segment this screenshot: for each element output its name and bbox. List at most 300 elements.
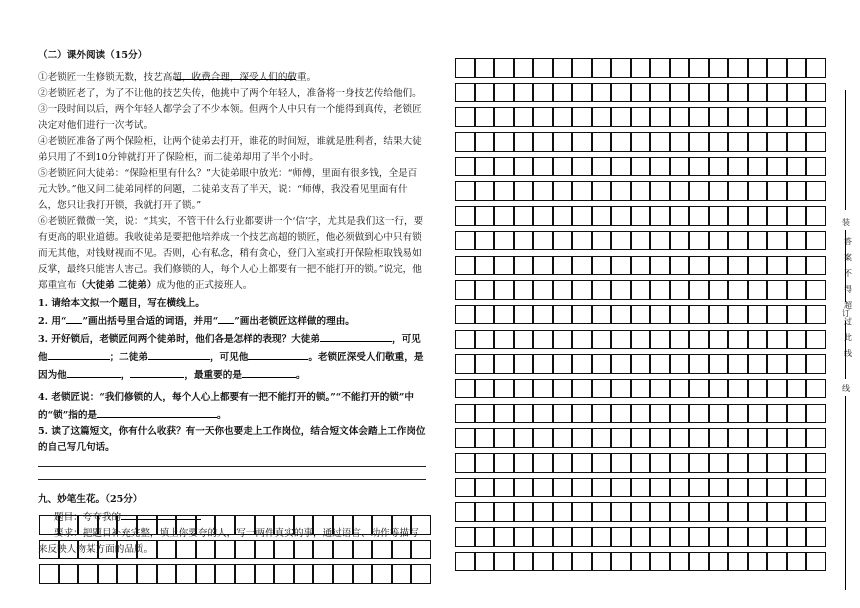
grid-cell[interactable]	[533, 157, 553, 177]
answer-blank[interactable]	[130, 366, 184, 378]
grid-cell[interactable]	[650, 552, 670, 572]
grid-cell[interactable]	[592, 206, 612, 226]
grid-cell[interactable]	[494, 379, 514, 399]
grid-cell[interactable]	[533, 527, 553, 547]
grid-cell[interactable]	[455, 428, 475, 448]
grid-cell[interactable]	[631, 552, 651, 572]
grid-cell[interactable]	[631, 132, 651, 152]
grid-cell[interactable]	[787, 354, 807, 374]
grid-cell[interactable]	[572, 256, 592, 276]
grid-cell[interactable]	[631, 379, 651, 399]
title-answer-line[interactable]	[175, 79, 296, 80]
grid-cell[interactable]	[553, 157, 573, 177]
grid-cell[interactable]	[533, 428, 553, 448]
grid-cell[interactable]	[572, 453, 592, 473]
grid-cell[interactable]	[670, 527, 690, 547]
grid-cell[interactable]	[235, 540, 255, 560]
grid-cell[interactable]	[117, 564, 137, 584]
grid-cell[interactable]	[553, 330, 573, 350]
grid-cell[interactable]	[514, 404, 534, 424]
grid-cell[interactable]	[748, 206, 768, 226]
grid-cell[interactable]	[670, 83, 690, 103]
grid-cell[interactable]	[631, 305, 651, 325]
grid-cell[interactable]	[455, 280, 475, 300]
grid-cell[interactable]	[709, 404, 729, 424]
grid-cell[interactable]	[372, 515, 392, 535]
grid-cell[interactable]	[689, 157, 709, 177]
grid-cell[interactable]	[728, 354, 748, 374]
grid-cell[interactable]	[572, 132, 592, 152]
grid-cell[interactable]	[553, 132, 573, 152]
grid-cell[interactable]	[728, 428, 748, 448]
grid-cell[interactable]	[689, 354, 709, 374]
grid-cell[interactable]	[611, 305, 631, 325]
grid-cell[interactable]	[787, 256, 807, 276]
grid-cell[interactable]	[650, 107, 670, 127]
grid-cell[interactable]	[787, 379, 807, 399]
grid-cell[interactable]	[572, 206, 592, 226]
grid-cell[interactable]	[98, 540, 118, 560]
grid-cell[interactable]	[689, 552, 709, 572]
grid-cell[interactable]	[39, 564, 59, 584]
grid-cell[interactable]	[748, 330, 768, 350]
grid-cell[interactable]	[455, 206, 475, 226]
grid-cell[interactable]	[533, 305, 553, 325]
grid-cell[interactable]	[592, 404, 612, 424]
grid-cell[interactable]	[787, 502, 807, 522]
grid-cell[interactable]	[611, 181, 631, 201]
grid-cell[interactable]	[494, 305, 514, 325]
grid-cell[interactable]	[689, 58, 709, 78]
grid-cell[interactable]	[787, 280, 807, 300]
grid-cell[interactable]	[728, 330, 748, 350]
grid-cell[interactable]	[592, 428, 612, 448]
grid-cell[interactable]	[689, 107, 709, 127]
grid-cell[interactable]	[806, 231, 826, 251]
grid-cell[interactable]	[631, 58, 651, 78]
grid-cell[interactable]	[157, 540, 177, 560]
grid-cell[interactable]	[553, 502, 573, 522]
grid-cell[interactable]	[670, 478, 690, 498]
grid-cell[interactable]	[78, 564, 98, 584]
grid-cell[interactable]	[514, 305, 534, 325]
grid-cell[interactable]	[333, 540, 353, 560]
grid-cell[interactable]	[274, 564, 294, 584]
grid-cell[interactable]	[157, 564, 177, 584]
grid-cell[interactable]	[196, 564, 216, 584]
grid-cell[interactable]	[494, 132, 514, 152]
grid-cell[interactable]	[514, 502, 534, 522]
grid-cell[interactable]	[631, 107, 651, 127]
grid-cell[interactable]	[611, 58, 631, 78]
answer-blank[interactable]	[242, 366, 296, 378]
grid-cell[interactable]	[611, 231, 631, 251]
grid-cell[interactable]	[553, 231, 573, 251]
grid-cell[interactable]	[709, 181, 729, 201]
grid-cell[interactable]	[255, 540, 275, 560]
grid-cell[interactable]	[572, 58, 592, 78]
grid-cell[interactable]	[767, 379, 787, 399]
grid-cell[interactable]	[176, 564, 196, 584]
grid-cell[interactable]	[670, 502, 690, 522]
grid-cell[interactable]	[689, 83, 709, 103]
grid-cell[interactable]	[650, 206, 670, 226]
grid-cell[interactable]	[392, 515, 412, 535]
grid-cell[interactable]	[553, 280, 573, 300]
grid-cell[interactable]	[709, 305, 729, 325]
grid-cell[interactable]	[806, 379, 826, 399]
grid-cell[interactable]	[767, 58, 787, 78]
grid-cell[interactable]	[689, 478, 709, 498]
grid-cell[interactable]	[728, 478, 748, 498]
grid-cell[interactable]	[475, 404, 495, 424]
grid-cell[interactable]	[806, 206, 826, 226]
grid-cell[interactable]	[592, 527, 612, 547]
grid-cell[interactable]	[631, 330, 651, 350]
grid-cell[interactable]	[353, 515, 373, 535]
grid-cell[interactable]	[631, 502, 651, 522]
grid-cell[interactable]	[59, 540, 79, 560]
grid-cell[interactable]	[533, 478, 553, 498]
grid-cell[interactable]	[533, 330, 553, 350]
grid-cell[interactable]	[475, 305, 495, 325]
grid-cell[interactable]	[728, 231, 748, 251]
grid-cell[interactable]	[787, 181, 807, 201]
grid-cell[interactable]	[533, 552, 553, 572]
grid-cell[interactable]	[475, 83, 495, 103]
grid-cell[interactable]	[572, 404, 592, 424]
grid-cell[interactable]	[748, 132, 768, 152]
grid-cell[interactable]	[475, 379, 495, 399]
grid-cell[interactable]	[709, 354, 729, 374]
grid-cell[interactable]	[176, 515, 196, 535]
grid-cell[interactable]	[767, 181, 787, 201]
grid-cell[interactable]	[689, 404, 709, 424]
grid-cell[interactable]	[748, 83, 768, 103]
grid-cell[interactable]	[553, 404, 573, 424]
grid-cell[interactable]	[494, 83, 514, 103]
grid-cell[interactable]	[411, 540, 431, 560]
grid-cell[interactable]	[455, 305, 475, 325]
grid-cell[interactable]	[611, 330, 631, 350]
grid-cell[interactable]	[59, 515, 79, 535]
grid-cell[interactable]	[670, 453, 690, 473]
grid-cell[interactable]	[748, 428, 768, 448]
grid-cell[interactable]	[553, 428, 573, 448]
grid-cell[interactable]	[411, 515, 431, 535]
grid-cell[interactable]	[670, 181, 690, 201]
grid-cell[interactable]	[709, 132, 729, 152]
grid-cell[interactable]	[709, 83, 729, 103]
grid-cell[interactable]	[728, 181, 748, 201]
grid-cell[interactable]	[611, 404, 631, 424]
grid-cell[interactable]	[313, 540, 333, 560]
grid-cell[interactable]	[611, 206, 631, 226]
grid-cell[interactable]	[572, 83, 592, 103]
grid-cell[interactable]	[806, 132, 826, 152]
grid-cell[interactable]	[748, 552, 768, 572]
grid-cell[interactable]	[787, 132, 807, 152]
grid-cell[interactable]	[767, 132, 787, 152]
grid-cell[interactable]	[670, 157, 690, 177]
grid-cell[interactable]	[494, 527, 514, 547]
grid-cell[interactable]	[455, 231, 475, 251]
grid-cell[interactable]	[514, 83, 534, 103]
grid-cell[interactable]	[372, 564, 392, 584]
grid-cell[interactable]	[748, 379, 768, 399]
grid-cell[interactable]	[78, 540, 98, 560]
composition-grid-large[interactable]	[455, 58, 827, 576]
grid-cell[interactable]	[475, 206, 495, 226]
grid-cell[interactable]	[455, 132, 475, 152]
grid-cell[interactable]	[592, 305, 612, 325]
grid-cell[interactable]	[333, 515, 353, 535]
grid-cell[interactable]	[631, 231, 651, 251]
grid-cell[interactable]	[98, 564, 118, 584]
grid-cell[interactable]	[455, 527, 475, 547]
grid-cell[interactable]	[748, 527, 768, 547]
grid-cell[interactable]	[514, 354, 534, 374]
grid-cell[interactable]	[475, 231, 495, 251]
grid-cell[interactable]	[455, 58, 475, 78]
grid-cell[interactable]	[806, 305, 826, 325]
grid-cell[interactable]	[650, 453, 670, 473]
grid-cell[interactable]	[294, 540, 314, 560]
grid-cell[interactable]	[806, 157, 826, 177]
grid-cell[interactable]	[592, 280, 612, 300]
grid-cell[interactable]	[631, 181, 651, 201]
grid-cell[interactable]	[767, 428, 787, 448]
grid-cell[interactable]	[78, 515, 98, 535]
grid-cell[interactable]	[709, 330, 729, 350]
grid-cell[interactable]	[533, 206, 553, 226]
grid-cell[interactable]	[689, 453, 709, 473]
grid-cell[interactable]	[670, 428, 690, 448]
grid-cell[interactable]	[455, 354, 475, 374]
grid-cell[interactable]	[689, 502, 709, 522]
grid-cell[interactable]	[748, 280, 768, 300]
grid-cell[interactable]	[475, 330, 495, 350]
grid-cell[interactable]	[514, 379, 534, 399]
grid-cell[interactable]	[494, 478, 514, 498]
grid-cell[interactable]	[650, 305, 670, 325]
grid-cell[interactable]	[728, 305, 748, 325]
grid-cell[interactable]	[514, 527, 534, 547]
grid-cell[interactable]	[650, 330, 670, 350]
answer-blank[interactable]	[97, 406, 217, 418]
grid-cell[interactable]	[767, 354, 787, 374]
grid-cell[interactable]	[806, 502, 826, 522]
grid-cell[interactable]	[572, 552, 592, 572]
grid-cell[interactable]	[650, 181, 670, 201]
grid-cell[interactable]	[611, 527, 631, 547]
grid-cell[interactable]	[137, 515, 157, 535]
grid-cell[interactable]	[689, 379, 709, 399]
grid-cell[interactable]	[767, 502, 787, 522]
grid-cell[interactable]	[689, 206, 709, 226]
grid-cell[interactable]	[689, 428, 709, 448]
grid-cell[interactable]	[787, 58, 807, 78]
grid-cell[interactable]	[494, 552, 514, 572]
grid-cell[interactable]	[255, 564, 275, 584]
grid-cell[interactable]	[533, 453, 553, 473]
grid-cell[interactable]	[592, 552, 612, 572]
grid-cell[interactable]	[533, 502, 553, 522]
grid-cell[interactable]	[98, 515, 118, 535]
grid-cell[interactable]	[787, 157, 807, 177]
grid-cell[interactable]	[514, 107, 534, 127]
grid-cell[interactable]	[631, 157, 651, 177]
grid-cell[interactable]	[650, 354, 670, 374]
answer-line-1[interactable]	[38, 466, 426, 467]
grid-cell[interactable]	[806, 354, 826, 374]
grid-cell[interactable]	[533, 231, 553, 251]
grid-cell[interactable]	[748, 502, 768, 522]
grid-cell[interactable]	[748, 404, 768, 424]
grid-cell[interactable]	[392, 564, 412, 584]
grid-cell[interactable]	[553, 206, 573, 226]
grid-cell[interactable]	[787, 453, 807, 473]
grid-cell[interactable]	[533, 58, 553, 78]
grid-cell[interactable]	[670, 404, 690, 424]
grid-cell[interactable]	[494, 330, 514, 350]
grid-cell[interactable]	[709, 552, 729, 572]
answer-blank[interactable]	[67, 366, 121, 378]
grid-cell[interactable]	[709, 58, 729, 78]
grid-cell[interactable]	[650, 502, 670, 522]
grid-cell[interactable]	[767, 552, 787, 572]
grid-cell[interactable]	[533, 181, 553, 201]
grid-cell[interactable]	[767, 280, 787, 300]
grid-cell[interactable]	[670, 132, 690, 152]
grid-cell[interactable]	[455, 552, 475, 572]
grid-cell[interactable]	[572, 107, 592, 127]
grid-cell[interactable]	[787, 330, 807, 350]
grid-cell[interactable]	[650, 428, 670, 448]
grid-cell[interactable]	[494, 231, 514, 251]
grid-cell[interactable]	[748, 305, 768, 325]
grid-cell[interactable]	[572, 330, 592, 350]
grid-cell[interactable]	[787, 428, 807, 448]
grid-cell[interactable]	[255, 515, 275, 535]
grid-cell[interactable]	[650, 379, 670, 399]
grid-cell[interactable]	[553, 379, 573, 399]
grid-cell[interactable]	[748, 107, 768, 127]
grid-cell[interactable]	[494, 428, 514, 448]
grid-cell[interactable]	[514, 280, 534, 300]
grid-cell[interactable]	[767, 83, 787, 103]
grid-cell[interactable]	[353, 540, 373, 560]
grid-cell[interactable]	[533, 404, 553, 424]
grid-cell[interactable]	[709, 527, 729, 547]
grid-cell[interactable]	[494, 354, 514, 374]
grid-cell[interactable]	[117, 515, 137, 535]
grid-cell[interactable]	[670, 280, 690, 300]
grid-cell[interactable]	[533, 379, 553, 399]
grid-cell[interactable]	[631, 354, 651, 374]
grid-cell[interactable]	[533, 83, 553, 103]
grid-cell[interactable]	[294, 564, 314, 584]
grid-cell[interactable]	[514, 206, 534, 226]
grid-cell[interactable]	[494, 181, 514, 201]
grid-cell[interactable]	[787, 231, 807, 251]
grid-cell[interactable]	[689, 527, 709, 547]
grid-cell[interactable]	[572, 478, 592, 498]
grid-cell[interactable]	[806, 58, 826, 78]
grid-cell[interactable]	[670, 58, 690, 78]
grid-cell[interactable]	[767, 157, 787, 177]
grid-cell[interactable]	[475, 181, 495, 201]
grid-cell[interactable]	[553, 354, 573, 374]
grid-cell[interactable]	[728, 256, 748, 276]
grid-cell[interactable]	[514, 231, 534, 251]
grid-cell[interactable]	[592, 256, 612, 276]
grid-cell[interactable]	[455, 453, 475, 473]
grid-cell[interactable]	[572, 379, 592, 399]
grid-cell[interactable]	[728, 404, 748, 424]
grid-cell[interactable]	[748, 354, 768, 374]
grid-cell[interactable]	[553, 58, 573, 78]
grid-cell[interactable]	[475, 354, 495, 374]
grid-cell[interactable]	[215, 515, 235, 535]
grid-cell[interactable]	[592, 107, 612, 127]
answer-blank[interactable]	[148, 348, 210, 360]
grid-cell[interactable]	[137, 540, 157, 560]
grid-cell[interactable]	[514, 132, 534, 152]
grid-cell[interactable]	[117, 540, 137, 560]
grid-cell[interactable]	[728, 157, 748, 177]
grid-cell[interactable]	[709, 206, 729, 226]
grid-cell[interactable]	[572, 354, 592, 374]
grid-cell[interactable]	[455, 404, 475, 424]
grid-cell[interactable]	[553, 453, 573, 473]
grid-cell[interactable]	[787, 83, 807, 103]
grid-cell[interactable]	[215, 564, 235, 584]
grid-cell[interactable]	[670, 354, 690, 374]
grid-cell[interactable]	[709, 157, 729, 177]
grid-cell[interactable]	[767, 330, 787, 350]
grid-cell[interactable]	[709, 107, 729, 127]
grid-cell[interactable]	[411, 564, 431, 584]
grid-cell[interactable]	[553, 478, 573, 498]
grid-cell[interactable]	[709, 231, 729, 251]
grid-cell[interactable]	[475, 58, 495, 78]
grid-cell[interactable]	[611, 552, 631, 572]
grid-cell[interactable]	[514, 552, 534, 572]
grid-cell[interactable]	[572, 428, 592, 448]
grid-cell[interactable]	[514, 478, 534, 498]
grid-cell[interactable]	[689, 280, 709, 300]
grid-cell[interactable]	[670, 231, 690, 251]
grid-cell[interactable]	[196, 540, 216, 560]
grid-cell[interactable]	[670, 330, 690, 350]
grid-cell[interactable]	[274, 540, 294, 560]
grid-cell[interactable]	[611, 379, 631, 399]
grid-cell[interactable]	[455, 502, 475, 522]
grid-cell[interactable]	[572, 280, 592, 300]
grid-cell[interactable]	[455, 157, 475, 177]
grid-cell[interactable]	[611, 478, 631, 498]
grid-cell[interactable]	[572, 502, 592, 522]
grid-cell[interactable]	[709, 453, 729, 473]
grid-cell[interactable]	[553, 256, 573, 276]
grid-cell[interactable]	[39, 540, 59, 560]
grid-cell[interactable]	[592, 157, 612, 177]
grid-cell[interactable]	[748, 58, 768, 78]
grid-cell[interactable]	[787, 206, 807, 226]
grid-cell[interactable]	[514, 157, 534, 177]
grid-cell[interactable]	[494, 453, 514, 473]
